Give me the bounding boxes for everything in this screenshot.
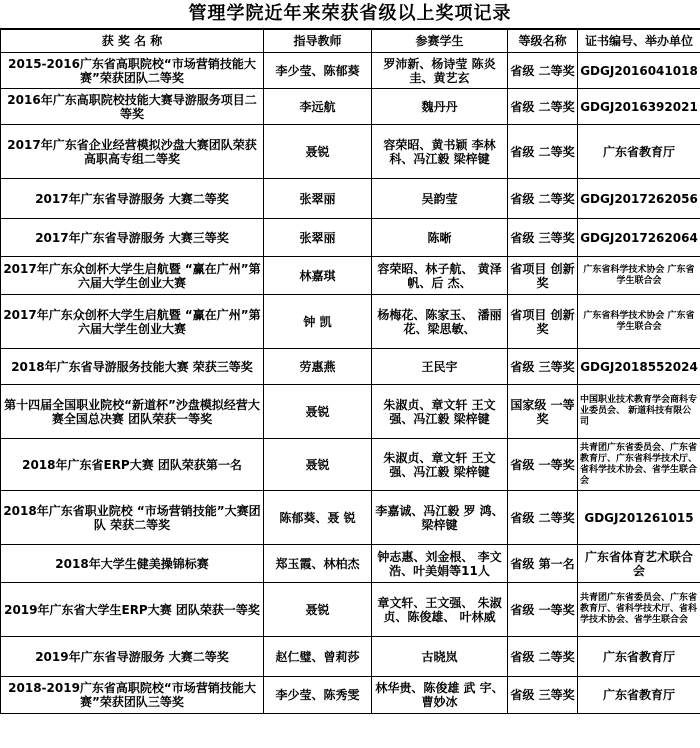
table-row	[1, 349, 700, 385]
students-cell: 古晓岚	[372, 637, 508, 677]
teacher-cell: 张翠丽	[264, 219, 372, 257]
cert-cell: GDGJ2017262064	[578, 219, 700, 257]
cert-cell: 共青团广东省委员会、广东省教育厅、省科学技术厅、省科学技术协会、省学生联合会	[578, 583, 700, 637]
level-cell: 省项目 创新奖	[508, 257, 578, 295]
level-cell: 省级 三等奖	[508, 349, 578, 385]
cert-cell: GDGJ2017262056	[578, 179, 700, 219]
students-cell: 朱淑贞、章文轩 王文强、冯江毅 梁梓键	[372, 385, 508, 439]
teacher-cell: 劳惠燕	[264, 349, 372, 385]
teacher-cell: 李少莹、陈郁葵	[264, 53, 372, 89]
teacher-cell: 聂锐	[264, 439, 372, 491]
table-row	[1, 89, 700, 125]
award-cell: 2017年广东众创杯大学生启航暨 “赢在广州”第六届大学生创业大赛	[1, 295, 264, 349]
students-cell: 王民宇	[372, 349, 508, 385]
students-cell: 罗沛新、杨诗莹 陈炎圭、黄艺玄	[372, 53, 508, 89]
table-row	[1, 583, 700, 637]
students-cell: 李嘉诚、冯江毅 罗 鸿、梁梓键	[372, 491, 508, 545]
level-cell: 省级 二等奖	[508, 89, 578, 125]
page-title: 管理学院近年来荣获省级以上奖项记录	[0, 0, 700, 29]
award-cell: 2016年广东高职院校技能大赛导游服务项目二等奖	[1, 89, 264, 125]
level-cell: 省级 二等奖	[508, 53, 578, 89]
teacher-cell: 郑玉霞、林柏杰	[264, 545, 372, 583]
students-cell: 魏丹丹	[372, 89, 508, 125]
level-cell: 省级 三等奖	[508, 219, 578, 257]
cert-cell: 广东省科学技术协会 广东省学生联合会	[578, 257, 700, 295]
award-cell: 2015-2016广东省高职院校“市场营销技能大赛”荣获团队二等奖	[1, 53, 264, 89]
award-cell: 2018年大学生健美操锦标赛	[1, 545, 264, 583]
header-row	[1, 30, 700, 53]
teacher-cell: 陈郁葵、聂 锐	[264, 491, 372, 545]
students-cell: 吴韵莹	[372, 179, 508, 219]
level-cell: 省级 二等奖	[508, 125, 578, 179]
cert-cell: 广东省教育厅	[578, 125, 700, 179]
award-cell: 2018年广东省导游服务技能大赛 荣获三等奖	[1, 349, 264, 385]
table-row	[1, 179, 700, 219]
cert-cell: GDGJ2016392021	[578, 89, 700, 125]
teacher-cell: 钟 凯	[264, 295, 372, 349]
level-cell: 省级 一等奖	[508, 439, 578, 491]
award-cell: 2017年广东省导游服务 大赛二等奖	[1, 179, 264, 219]
award-cell: 2017年广东众创杯大学生启航暨 “赢在广州”第六届大学生创业大赛	[1, 257, 264, 295]
table-row	[1, 491, 700, 545]
students-cell: 林华贵、陈俊雄 武 宇、曹妙冰	[372, 677, 508, 714]
cert-cell: 广东省教育厅	[578, 677, 700, 714]
table-row	[1, 219, 700, 257]
students-cell: 钟志惠、刘金根、 李文浩、叶美娟等11人	[372, 545, 508, 583]
cert-cell: GDGJ2018552024	[578, 349, 700, 385]
col-students: 参赛学生	[372, 30, 508, 53]
table-row	[1, 125, 700, 179]
teacher-cell: 李远航	[264, 89, 372, 125]
teacher-cell: 聂锐	[264, 125, 372, 179]
teacher-cell: 张翠丽	[264, 179, 372, 219]
col-teacher: 指导教师	[264, 30, 372, 53]
level-cell: 省级 二等奖	[508, 179, 578, 219]
level-cell: 省级 二等奖	[508, 637, 578, 677]
award-cell: 2018年广东省ERP大赛 团队荣获第一名	[1, 439, 264, 491]
students-cell: 容荣昭、林子航、 黄泽帆、后 杰、	[372, 257, 508, 295]
students-cell: 杨梅花、陈家玉、 潘丽花、梁思敏、	[372, 295, 508, 349]
students-cell: 朱淑贞、章文轩 王文强、冯江毅 梁梓键	[372, 439, 508, 491]
students-cell: 陈晰	[372, 219, 508, 257]
award-cell: 第十四届全国职业院校“新道杯”沙盘模拟经营大赛全国总决赛 团队荣获一等奖	[1, 385, 264, 439]
teacher-cell: 赵仁璧、曾莉莎	[264, 637, 372, 677]
award-cell: 2018-2019广东省高职院校“市场营销技能大赛”荣获团队三等奖	[1, 677, 264, 714]
cert-cell: 广东省教育厅	[578, 637, 700, 677]
table-row	[1, 257, 700, 295]
teacher-cell: 李少莹、陈秀雯	[264, 677, 372, 714]
teacher-cell: 聂锐	[264, 385, 372, 439]
level-cell: 国家级 一等奖	[508, 385, 578, 439]
award-cell: 2019年广东省大学生ERP大赛 团队荣获一等奖	[1, 583, 264, 637]
table-row	[1, 637, 700, 677]
level-cell: 省项目 创新奖	[508, 295, 578, 349]
cert-cell: 中国职业技术教育学会商科专业委员会、 新道科技有限公司	[578, 385, 700, 439]
level-cell: 省级 二等奖	[508, 491, 578, 545]
cert-cell: 共青团广东省委员会、广东省教育厅、广东省科学技术厅、省科学技术协会、省学生联合会	[578, 439, 700, 491]
students-cell: 章文轩、王文强、 朱淑贞、陈俊雄、 叶林威	[372, 583, 508, 637]
cert-cell: GDGJ201261015	[578, 491, 700, 545]
cert-cell: 广东省体育艺术联合会	[578, 545, 700, 583]
teacher-cell: 聂锐	[264, 583, 372, 637]
teacher-cell: 林嘉琪	[264, 257, 372, 295]
level-cell: 省级 三等奖	[508, 677, 578, 714]
award-cell: 2019年广东省导游服务 大赛二等奖	[1, 637, 264, 677]
col-level: 等级名称	[508, 30, 578, 53]
table-row	[1, 677, 700, 714]
level-cell: 省级 第一名	[508, 545, 578, 583]
table-row	[1, 385, 700, 439]
table-row	[1, 53, 700, 89]
award-cell: 2018年广东省职业院校 “市场营销技能”大赛团队 荣获二等奖	[1, 491, 264, 545]
table-row	[1, 295, 700, 349]
cert-cell: GDGJ2016041018	[578, 53, 700, 89]
table-row	[1, 545, 700, 583]
level-cell: 省级 一等奖	[508, 583, 578, 637]
students-cell: 容荣昭、黄书颖 李林科、冯江毅 梁梓键	[372, 125, 508, 179]
col-cert: 证书编号、举办单位	[578, 30, 700, 53]
cert-cell: 广东省科学技术协会 广东省学生联合会	[578, 295, 700, 349]
table-row	[1, 439, 700, 491]
col-award: 获 奖 名 称	[1, 30, 264, 53]
award-cell: 2017年广东省企业经营模拟沙盘大赛团队荣获高职高专组二等奖	[1, 125, 264, 179]
awards-table	[0, 29, 700, 714]
award-cell: 2017年广东省导游服务 大赛三等奖	[1, 219, 264, 257]
